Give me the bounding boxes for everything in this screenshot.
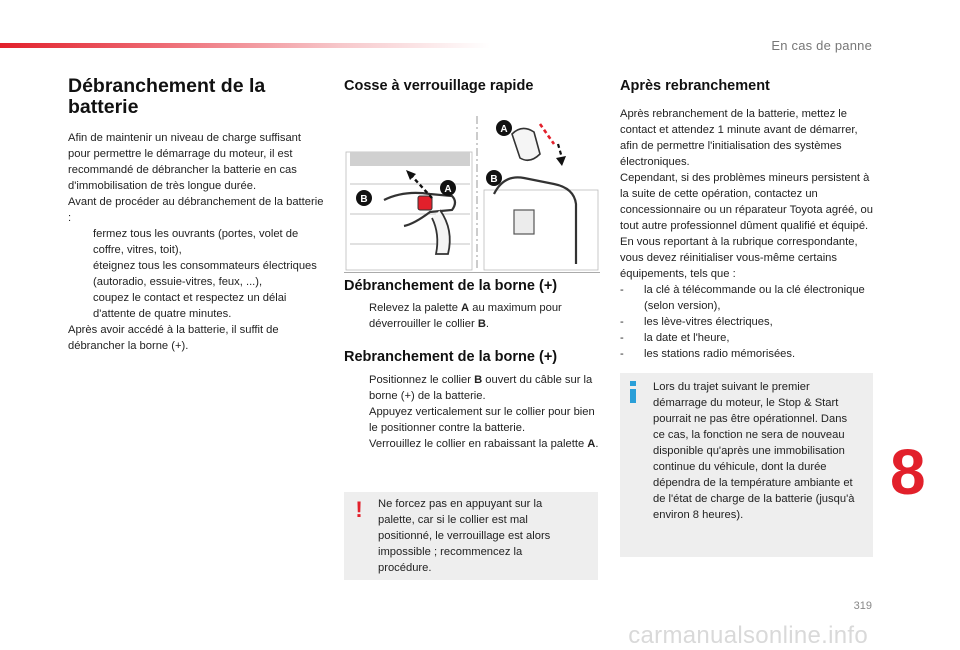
after-reconnect-title: Après rebranchement bbox=[620, 78, 770, 94]
quick-release-title: Cosse à verrouillage rapide bbox=[344, 78, 534, 94]
list-item: - la date et l'heure, bbox=[620, 332, 730, 344]
column-1 bbox=[68, 130, 326, 354]
section-title: En cas de panne bbox=[771, 38, 872, 53]
page-title: Débranchement de la batterie bbox=[68, 75, 266, 118]
info-glyph bbox=[626, 381, 640, 403]
list-item: Relevez la palette A au maximum pour déverrouiller le collier B. bbox=[369, 302, 562, 330]
paragraph: Après rebranchement de la batterie, mettez le contact et attendez 1 minute avant de démarrer, afin de permettre l'initialisation des systèmes électroniques. bbox=[620, 108, 858, 168]
column-3 bbox=[620, 106, 878, 362]
list-item: Verrouillez le collier en rabaissant la palette A. bbox=[369, 438, 599, 450]
before-paragraph: Avant de procéder au débranchement de la batterie : bbox=[68, 196, 324, 224]
warning-icon: ! bbox=[355, 497, 363, 522]
disconnect-terminal-title: Débranchement de la borne (+) bbox=[344, 278, 558, 294]
list-item: fermez tous les ouvrants (portes, volet de coffre, vitres, toit), bbox=[93, 228, 299, 256]
watermark: carmanualsonline.info bbox=[628, 622, 868, 649]
page-number: 319 bbox=[853, 600, 872, 612]
list-item: - les stations radio mémorisées. bbox=[620, 348, 796, 360]
label-a-right: A bbox=[500, 124, 508, 135]
info-text: Lors du trajet suivant le premier démarrage du moteur, le Stop & Start pourrait ne pas être opérationnel. Dans ce cas, la fonction ne sera de nouveau disponible qu'après une immobilisation continue du véhicule, dont la durée dépendra de la température ambiante et de l'état de charge de la batterie (jusqu'à environ 8 heures). bbox=[653, 381, 855, 521]
warning-text: Ne forcez pas en appuyant sur la palette, car si le collier est mal positionné, le verrouillage est alors impossible ; recommencez la procédure. bbox=[378, 498, 551, 574]
paragraph: En vous reportant à la rubrique correspondante, vous devez réinitialiser vous-même certains équipements, tels que : bbox=[620, 236, 858, 280]
disconnect-steps bbox=[344, 300, 600, 332]
list-item: éteignez tous les consommateurs électriques (autoradio, essuie-vitres, feux, ...), bbox=[93, 260, 317, 288]
battery-clamp-illustration bbox=[344, 114, 600, 273]
paragraph: Cependant, si des problèmes mineurs persistent à la suite de cette opération, contactez un concessionnaire ou un réparateur Toyota agréé, ou tout autre professionnel dûment qualifié et équipé. bbox=[620, 172, 873, 232]
label-b-right: B bbox=[490, 174, 498, 185]
clamp-drawing bbox=[344, 114, 600, 272]
reconnect-steps bbox=[344, 372, 600, 452]
label-a-left: A bbox=[444, 184, 452, 195]
after-paragraph: Après avoir accédé à la batterie, il suffit de débrancher la borne (+). bbox=[68, 324, 279, 352]
reconnect-terminal-title: Rebranchement de la borne (+) bbox=[344, 349, 558, 365]
chapter-number: 8 bbox=[890, 436, 926, 508]
info-icon bbox=[626, 381, 640, 403]
list-item: Positionnez le collier B ouvert du câble sur la borne (+) de la batterie. bbox=[369, 374, 593, 402]
intro-paragraph: Afin de maintenir un niveau de charge suffisant pour permettre le démarrage du moteur, il est recommandé de débrancher la batterie en cas d'immobilisation de très longue durée. bbox=[68, 132, 302, 192]
list-item: coupez le contact et respectez un délai d'attente de quatre minutes. bbox=[93, 292, 287, 320]
list-item: - la clé à télécommande ou la clé électronique (selon version), bbox=[620, 284, 865, 312]
list-item: Appuyez verticalement sur le collier pour bien le positionner contre la batterie. bbox=[369, 406, 595, 434]
list-item: - les lève-vitres électriques, bbox=[620, 316, 773, 328]
label-b-left: B bbox=[360, 194, 368, 205]
header-accent-bar bbox=[0, 43, 490, 48]
